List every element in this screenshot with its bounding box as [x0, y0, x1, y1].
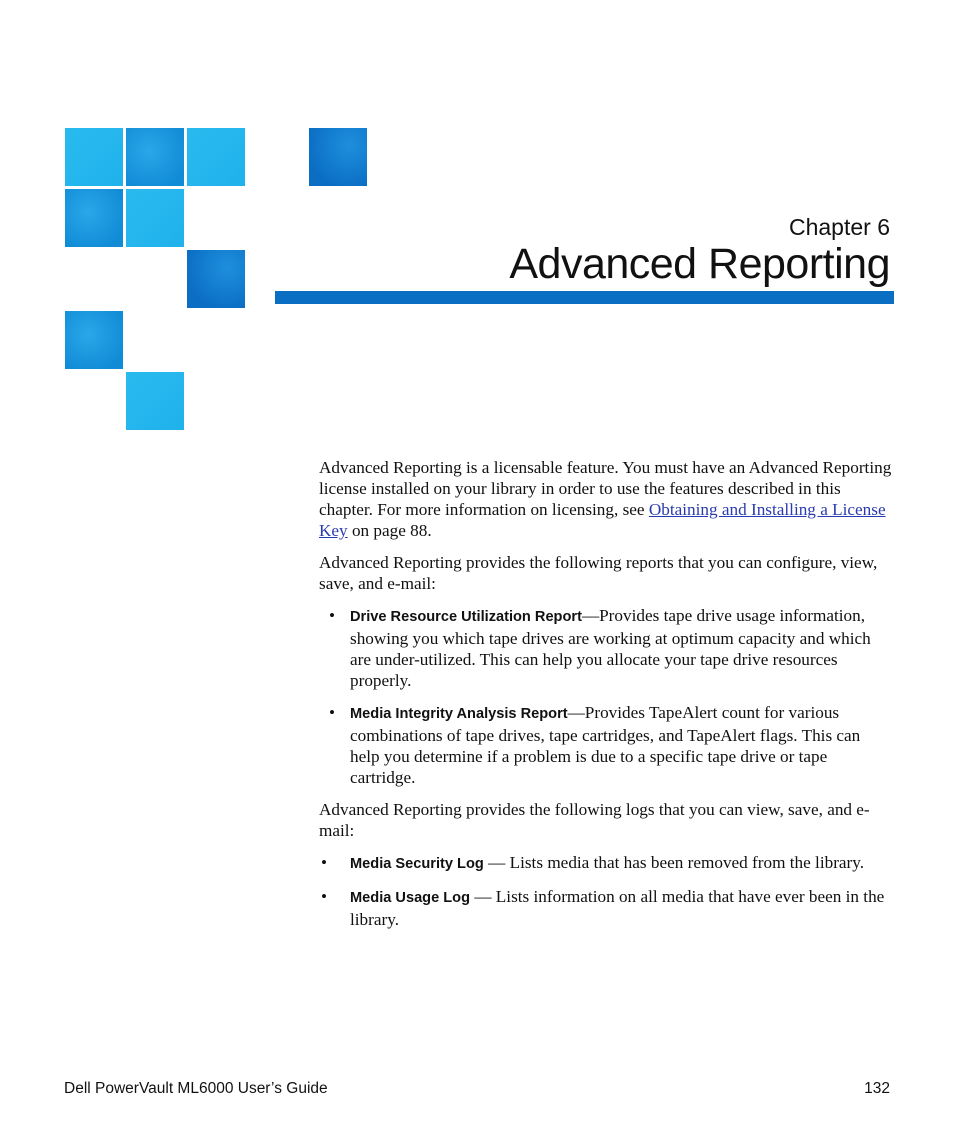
- mosaic-square: [187, 250, 245, 308]
- intro-text: Advanced Reporting is a licensable feature. You must have an Advanced Reporting license installed on your library in order to use the features described in this chapter. For more information on licensing, see: [319, 458, 892, 519]
- list-item: [319, 852, 894, 875]
- intro-page-ref: on page 88.: [347, 521, 432, 540]
- bullet: •: [329, 703, 336, 722]
- separator: —: [483, 853, 510, 872]
- report-description: Provides tape drive usage information, showing you which tape drives are working at optimum capacity and which are under-utilized. This can help you allocate your tape drive resources properly.: [350, 606, 871, 690]
- footer-doc-title: Dell PowerVault ML6000 User’s Guide: [64, 1080, 328, 1097]
- chapter-title: Advanced Reporting: [509, 240, 890, 288]
- report-term: Media Integrity Analysis Report: [350, 706, 568, 722]
- mosaic-square: [126, 128, 184, 186]
- logs-intro: Advanced Reporting provides the following logs that you can view, save, and e-mail:: [319, 800, 870, 840]
- list-item: [319, 605, 894, 691]
- reports-list: [319, 605, 894, 788]
- footer-page-number: 132: [864, 1080, 890, 1097]
- chapter-label: Chapter 6: [788, 214, 890, 240]
- mosaic-square: [187, 128, 245, 186]
- title-rule: [275, 291, 894, 304]
- report-description: Provides TapeAlert count for various combinations of tape drives, tape cartridges, and TapeAlert flags. This can help you determine if a problem is due to a specific tape drive or tape cartridge.: [350, 703, 861, 787]
- mosaic-square: [126, 372, 184, 430]
- bullet: •: [329, 606, 336, 625]
- logs-list: [319, 852, 894, 930]
- report-term: Drive Resource Utilization Report: [350, 609, 582, 625]
- log-term: Media Security Log: [350, 856, 484, 872]
- log-term: Media Usage Log: [350, 890, 471, 906]
- license-key-link[interactable]: Obtaining and Installing a License Key: [319, 500, 886, 540]
- reports-intro: Advanced Reporting provides the following reports that you can configure, view, save, and e-mail:: [319, 553, 878, 593]
- list-item: [319, 886, 894, 930]
- mosaic-square: [65, 128, 123, 186]
- log-description: Lists media that has been removed from the library.: [509, 853, 865, 872]
- separator: —: [470, 887, 496, 906]
- bullet: •: [321, 887, 328, 906]
- mosaic-square: [65, 189, 123, 247]
- intro-paragraph: [319, 457, 894, 541]
- separator: —: [581, 606, 600, 625]
- bullet: •: [321, 853, 328, 872]
- separator: —: [567, 703, 585, 722]
- mosaic-square: [126, 189, 184, 247]
- mosaic-square: [309, 128, 367, 186]
- chapter-content: [319, 457, 894, 941]
- log-description: Lists information on all media that have ever been in the library.: [350, 887, 885, 929]
- list-item: [319, 702, 894, 788]
- mosaic-square: [65, 311, 123, 369]
